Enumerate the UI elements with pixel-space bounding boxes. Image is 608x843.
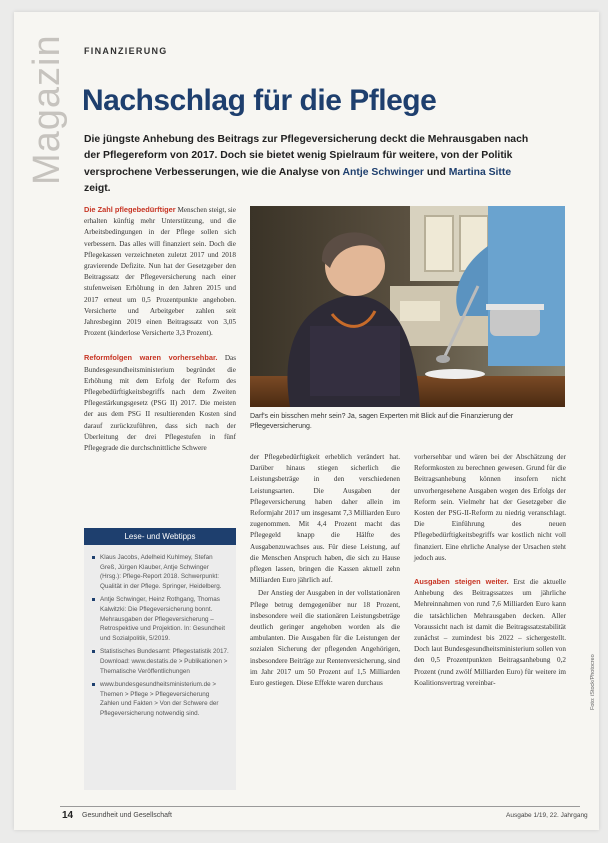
section-label: FINANZIERUNG [84, 46, 168, 56]
article-lead [84, 132, 534, 197]
article-photo [250, 206, 565, 407]
column-3-paragraph-1: vorhersehbar und wären bei der Abschätzung der Reformkosten zu berechnen gewesen. Grund für die Beitragsanhebung können insofern nicht unvorhergesehene Ausgaben wegen des Erfolgs der Reform sein. Vielmehr hat der Gesetzgeber die Kosten der PSG-II-Reform zu niedrig veranschlagt. Die Einführung des neuen Pflegebedürftigkeitsbegriffs war kostlich nicht voll finanziert. Eine ehrliche Analyse der Ursachen steht jedoch aus. [414, 453, 566, 562]
column-3-paragraph-2 [414, 576, 566, 689]
reading-tips-box [84, 528, 236, 790]
lead-and: und [423, 166, 449, 178]
reading-tip-item: Klaus Jacobs, Adelheid Kuhlmey, Stefan Greß, Jürgen Klauber, Antje Schwinger (Hrsg.): Pflege-Report 2018. Schwerpunkt: Qualität in der Pflege. Springer, Heidelberg. [92, 553, 230, 591]
column-2-paragraph-2: Der Anstieg der Ausgaben in der vollstationären Pflege betrug demgegenüber nur 18 Prozent, insbesondere weil die stationären Leistungsbeträge deutlich geringer angehoben worden als die ambulanten. Die Ausgaben für die Leistungen der sozialen Sicherung der pflegenden Angehörigen, insbesondere Beiträge zur Rentenversicherung, sind im Jahr 2017 um 50 Prozent auf 1,5 Milliarden Euro gestiegen. Diese Effekte waren durchaus [250, 589, 400, 688]
reading-tips-list [84, 553, 236, 719]
footer-issue: Ausgabe 1/19, 22. Jahrgang [506, 812, 588, 819]
paragraph-label: Ausgaben steigen weiter. [414, 577, 509, 587]
photo-credit: Foto: iStock/Photocreo [590, 654, 596, 710]
lead-text: Die jüngste Anhebung des Beitrags zur Pflegeversicherung deckt die Mehrausgaben nach der Pflegereform von 2017. Doch sie bietet wenig Spielraum für weitere, von der Politik versprochene Verbesserungen, wie die Analyse von [84, 134, 529, 178]
reading-tips-heading: Lese- und Webtipps [84, 528, 236, 545]
column-2 [250, 452, 400, 689]
reading-tip-item: www.bundesgesundheitsministerium.de > Themen > Pflege > Pflegeversicherung Zahlen und Fakten > Von der Schwere der Pflegeversicherung notwendig sind. [92, 680, 230, 718]
footer-rule [60, 806, 580, 807]
lead-author-1: Antje Schwinger [342, 166, 424, 178]
reading-tip-item: Statistisches Bundesamt: Pflegestatistik 2017. Download: www.destatis.de > Publikationen > Thematische Veröffentlichungen [92, 647, 230, 676]
column-1-paragraph-1 [84, 204, 236, 339]
reading-tip-item: Antje Schwinger, Heinz Rothgang, Thomas Kalwitzki: Die Pflegeversicherung bonnt. Mehrausgaben der Pflegeversicherung – Retrospektive und Projektion. In: Gesundheit und Sozialpolitik, 5/2019. [92, 595, 230, 643]
lead-author-2: Martina Sitte [448, 166, 512, 178]
paragraph-text: Das Bundesgesundheitsministerium begründet die Erhöhung mit dem Erfolg der Reform des Pflegebedürftigkeitsbegriffs nach dem Zweiten Pflegestärkungsgesetz (PSG II) 2017. Die meisten der aus dem PSG II resultierenden Kosten sind darauf zurückzuführen, dass sich nach der Überleitung der drei Pflegestufen in fünf Pflegegrade die durchschnittliche Schwere [84, 354, 237, 453]
article-headline: Nachschlag für die Pflege [82, 84, 437, 117]
footer-section: Gesundheit und Gesellschaft [82, 812, 172, 819]
column-2-paragraph-1: der Pflegebedürftigkeit erheblich verändert hat. Darüber hinaus stiegen sicherlich die Leistungsbeträge in den verschiedenen Leistungsarten. Die Ausgaben der Pflegeversicherung haben daher allein im Reformjahr 2017 um insgesamt 7,3 Milliarden Euro zugenommen. Mit 4,4 Prozent macht das Pflegegeld knapp die Hälfte des Ausgabenzuwachses aus. Für diese Leistung, auf die Menschen Anspruch haben, die sich zu Hause pflegen lassen, bringen die Kassen aktuell zehn Milliarden Euro jährlich auf. [250, 453, 400, 585]
lead-end: zeigt. [84, 182, 111, 194]
column-3 [414, 452, 566, 689]
paragraph-label: Reformfolgen waren vorhersehbar. [84, 353, 218, 363]
paragraph-text: Erst die aktuelle Anhebung des Beitragssatzes um jährliche Mehreinnahmen von rund 7,6 Milliarden Euro kann die tatsächlichen Mehrausgaben decken. Aller Voraussicht nach ist damit die Beitragssatzstabilität zunächst – zumindest bis 2022 – sichergestellt. Doch laut Bundesgesundheitsministerium sollen von den 0,5 Prozentpunkten Beitragsanhebung 0,2 Prozent (rund zwölf Milliarden Euro) für weitere im Koalitionsvertrag vereinbar- [414, 578, 566, 687]
page-number: 14 [62, 810, 74, 821]
photo-caption: Darf's ein bisschen mehr sein? Ja, sagen Experten mit Blick auf die Finanzierung der Pflegeversicherung. [250, 413, 514, 430]
paragraph-label: Die Zahl pflegebedürftiger [84, 205, 176, 214]
column-1 [84, 204, 236, 454]
column-1-paragraph-2 [84, 352, 236, 454]
magazine-side-label: Magazin [26, 34, 68, 185]
paragraph-text: Menschen steigt, sie erhalten künftig mehr Unterstützung, und die Arbeitsbedingungen in der Pflege sollen sich verbessern. Das alles will finanziert sein. Doch die Pflegekassen verzeichneten zuletzt 2017 und 2018 gravierende Defizite. Nun hat der Gesetzgeber den Beitragssatz der Pflegeversicherung nach einer stufenweisen Erhöhung in den Jahren 2015 und 2017 erneut um 0,5 Prozentpunkte angehoben. Versicherte und Arbeitgeber zahlen seit Jahresbeginn 2019 einen Beitragssatz von 3,05 Prozent (kinderlose Versicherte 3,3 Prozent). [84, 206, 236, 338]
